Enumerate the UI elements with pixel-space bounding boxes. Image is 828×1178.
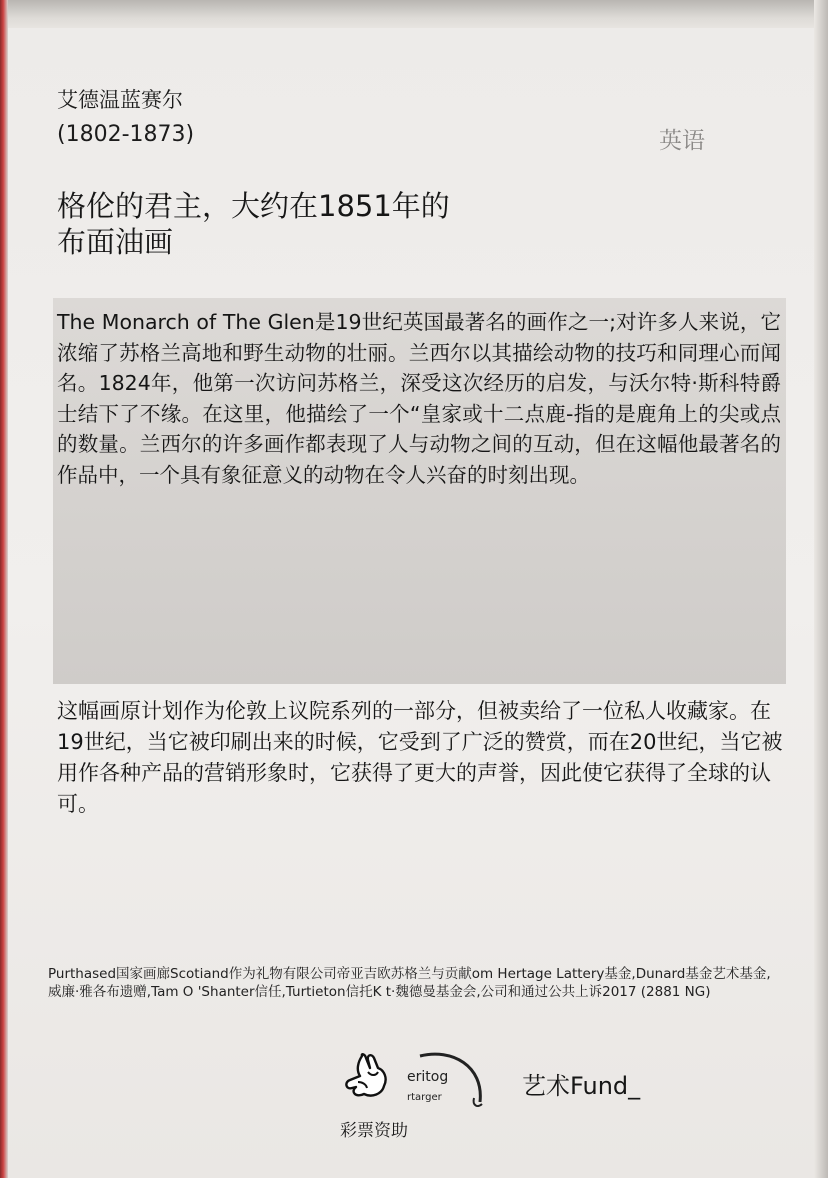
language-switch-link[interactable]: 英语: [659, 128, 705, 154]
description-paragraph-1: The Monarch of The Glen是19世纪英国最著名的画作之一;对许多人来说，它浓缩了苏格兰高地和野生动物的壮丽。兰西尔以其描绘动物的技巧和同理心而闻名。1824年，他第一次访问苏格兰，深受这次经历的启发，与沃尔特·斯科特爵士结下了不缘。在这里，他描绘了一个“皇家或十二点鹿-指的是鹿角上的尖或点的数量。兰西尔的许多画作都表现了人与动物之间的互动，但在这幅他最著名的作品中，一个具有象征意义的动物在令人兴奋的时刻出现。: [57, 310, 781, 487]
art-fund-logo-text: 艺术Fund_: [522, 1072, 641, 1100]
credit-line: Purthased国家画廊Scotiand作为礼物有限公司帝亚吉欧苏格兰与贡献om Hertage Lattery基金,Dunard基金艺术基金,威廉·雅各布遗赠,Tam O 'Shanter信任,Turtieton信托K t·魏德曼基金会,公司和通过公共上诉2017 (2881 NG): [48, 966, 771, 1000]
heritage-fund-logo-text: eritog: [407, 1069, 449, 1085]
artwork-title: [57, 188, 507, 260]
artist-years: (1802-1873): [57, 122, 195, 147]
frame-top-edge: [0, 0, 828, 30]
heritage-fund-logo-subtext: rtarger: [407, 1092, 442, 1103]
artwork-title-line2: 布面油画: [57, 225, 174, 259]
description-paragraph-2: 这幅画原计划作为伦敦上议院系列的一部分，但被卖给了一位私人收藏家。在19世纪，当它被印刷出来的时候，它受到了广泛的赞赏，而在20世纪，当它被用作各种产品的营销形象时，它获得了更大的声誉，因此使它获得了全球的认可。: [57, 699, 783, 816]
artwork-title-line1: 格伦的君主，大约在1851年的: [57, 189, 450, 223]
frame-right-edge: [814, 0, 828, 1178]
crossed-fingers-icon: [340, 1052, 398, 1102]
lottery-funded-label: 彩票资助: [340, 1121, 408, 1141]
frame-left-edge: [0, 0, 8, 1178]
artist-name: 艾德温蓝赛尔: [57, 88, 183, 112]
